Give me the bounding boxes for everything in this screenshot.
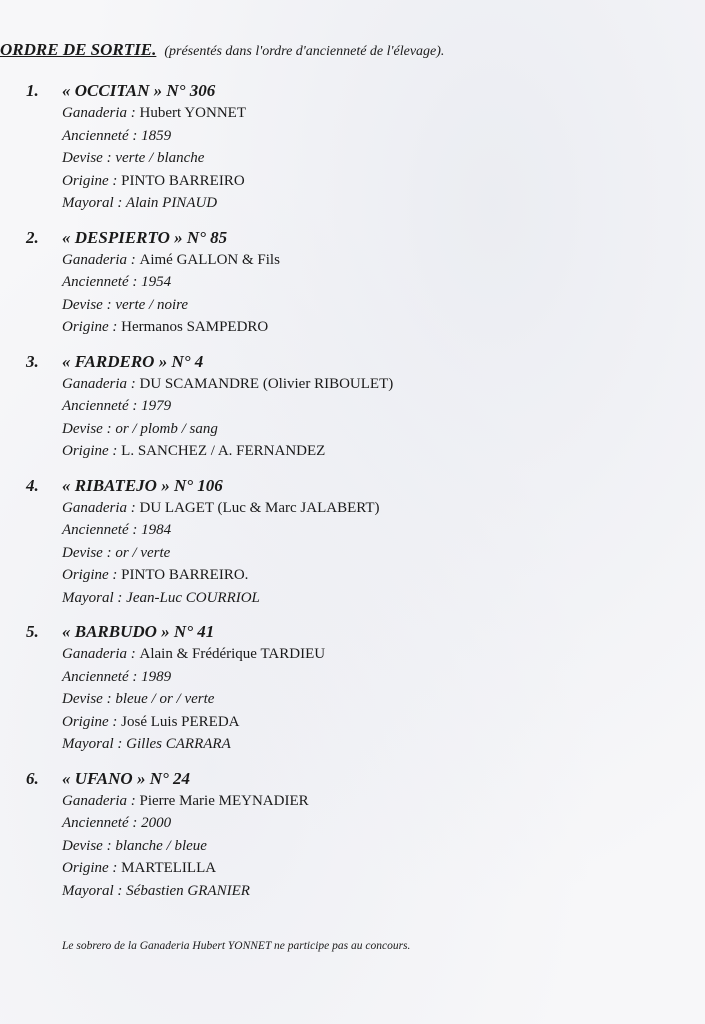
bull-entry — [26, 80, 686, 215]
bull-name: « UFANO » N° 24 — [62, 768, 191, 788]
detail-separator: : — [102, 150, 116, 166]
detail-separator: : — [108, 567, 122, 583]
detail-label: Ancienneté — [62, 815, 129, 831]
detail-separator: : — [113, 882, 127, 899]
detail-separator: : — [128, 668, 142, 685]
bull-heading — [26, 351, 686, 373]
detail-row — [62, 125, 686, 148]
detail-row — [62, 497, 686, 520]
detail-separator: : — [127, 792, 140, 809]
bull-heading — [26, 227, 686, 249]
detail-label: Mayoral — [62, 589, 114, 606]
detail-value: Hermanos SAMPEDRO — [121, 319, 269, 335]
detail-label: Ganaderia — [62, 646, 127, 662]
detail-value: verte / blanche — [115, 150, 205, 166]
bull-details — [62, 249, 686, 339]
detail-value: Alain & Frédérique TARDIEU — [139, 646, 326, 662]
detail-value: verte / noire — [115, 296, 189, 313]
detail-label: Mayoral — [62, 882, 114, 899]
bull-number: 5. — [26, 622, 39, 641]
detail-value: Hubert YONNET — [139, 105, 247, 121]
detail-label: Ganaderia — [62, 375, 127, 392]
detail-separator: : — [113, 195, 126, 211]
detail-label: Mayoral — [62, 736, 114, 752]
detail-separator: : — [128, 398, 142, 414]
detail-value: L. SANCHEZ / A. FERNANDEZ — [121, 443, 326, 459]
detail-value: blanche / bleue — [115, 837, 207, 854]
detail-separator: : — [108, 172, 122, 189]
bull-entry — [26, 475, 686, 610]
detail-value: 1979 — [141, 398, 172, 414]
detail-label: Devise — [62, 296, 103, 313]
bull-number: 3. — [26, 351, 39, 371]
detail-separator: : — [127, 251, 140, 268]
detail-value: or / plomb / sang — [115, 420, 218, 437]
detail-row — [62, 170, 686, 193]
detail-label: Mayoral — [62, 195, 114, 211]
detail-label: Ancienneté — [62, 274, 129, 290]
detail-row — [62, 880, 686, 903]
detail-label: Origine — [62, 443, 109, 459]
detail-separator: : — [102, 837, 116, 854]
detail-row — [62, 440, 686, 463]
detail-label: Ancienneté — [62, 398, 129, 414]
detail-label: Ancienneté — [62, 127, 129, 144]
detail-label: Ancienneté — [62, 522, 129, 538]
detail-separator: : — [113, 589, 127, 606]
detail-separator: : — [128, 815, 142, 831]
detail-value: or / verte — [115, 544, 171, 561]
detail-value: PINTO BARREIRO — [121, 172, 245, 189]
detail-separator: : — [127, 105, 140, 121]
detail-value: 1984 — [141, 522, 172, 538]
detail-row — [62, 249, 686, 272]
detail-value: José Luis PEREDA — [121, 713, 240, 730]
detail-row — [62, 542, 686, 565]
detail-label: Devise — [62, 837, 103, 854]
detail-row — [62, 688, 686, 711]
detail-separator: : — [102, 296, 116, 313]
detail-value: Pierre Marie MEYNADIER — [139, 792, 309, 809]
detail-value: PINTO BARREIRO. — [121, 567, 249, 583]
detail-row — [62, 373, 686, 396]
detail-separator: : — [108, 443, 122, 459]
detail-separator: : — [102, 691, 116, 707]
bull-name: « FARDERO » N° 4 — [62, 351, 204, 371]
bull-list — [26, 80, 686, 914]
detail-row — [62, 711, 686, 734]
bull-name: « DESPIERTO » N° 85 — [62, 227, 228, 247]
detail-separator: : — [108, 860, 122, 876]
bull-heading — [26, 475, 686, 497]
detail-row — [62, 564, 686, 587]
detail-value: Aimé GALLON & Fils — [139, 251, 280, 268]
detail-label: Ganaderia — [62, 105, 127, 121]
section-subtitle: (présentés dans l'ordre d'ancienneté de l'élevage). — [164, 44, 445, 59]
detail-label: Origine — [62, 567, 109, 583]
bull-details — [62, 102, 686, 215]
detail-row — [62, 316, 686, 339]
detail-label: Origine — [62, 713, 109, 730]
detail-separator: : — [127, 499, 140, 516]
detail-value: bleue / or / verte — [115, 691, 215, 707]
detail-row — [62, 147, 686, 170]
bull-name: « OCCITAN » N° 306 — [62, 81, 216, 100]
detail-label: Ancienneté — [62, 668, 129, 685]
detail-separator: : — [128, 274, 142, 290]
detail-row — [62, 812, 686, 835]
bull-number: 6. — [26, 768, 39, 788]
detail-label: Devise — [62, 691, 103, 707]
bull-entry — [26, 621, 686, 756]
bull-heading — [26, 768, 686, 790]
detail-row — [62, 192, 686, 215]
footer-note: Le sobrero de la Ganaderia Hubert YONNET ne participe pas au concours. — [62, 940, 411, 952]
bull-number: 1. — [26, 81, 39, 100]
detail-value: 2000 — [141, 815, 172, 831]
detail-row — [62, 857, 686, 880]
detail-label: Origine — [62, 860, 109, 876]
bull-details — [62, 497, 686, 610]
detail-separator: : — [108, 319, 122, 335]
bull-name: « BARBUDO » N° 41 — [62, 622, 215, 641]
detail-value: MARTELILLA — [121, 860, 217, 876]
detail-label: Devise — [62, 420, 103, 437]
bull-details — [62, 643, 686, 756]
detail-row — [62, 294, 686, 317]
detail-value: 1954 — [141, 274, 172, 290]
detail-row — [62, 395, 686, 418]
detail-row — [62, 666, 686, 689]
detail-value: 1859 — [141, 127, 172, 144]
detail-row — [62, 418, 686, 441]
detail-value: Gilles CARRARA — [126, 736, 231, 752]
detail-label: Ganaderia — [62, 251, 127, 268]
bull-number: 2. — [26, 227, 39, 247]
detail-row — [62, 102, 686, 125]
detail-row — [62, 587, 686, 610]
detail-separator: : — [102, 420, 116, 437]
detail-label: Origine — [62, 319, 109, 335]
bull-details — [62, 790, 686, 903]
detail-value: 1989 — [141, 668, 172, 685]
bull-entry — [26, 227, 686, 339]
detail-label: Ganaderia — [62, 792, 127, 809]
detail-row — [62, 643, 686, 666]
bull-entry — [26, 351, 686, 463]
bull-heading — [26, 621, 686, 643]
detail-separator: : — [128, 522, 142, 538]
detail-label: Devise — [62, 150, 103, 166]
detail-value: DU LAGET (Luc & Marc JALABERT) — [139, 499, 380, 516]
detail-separator: : — [102, 544, 116, 561]
detail-label: Ganaderia — [62, 499, 127, 516]
detail-row — [62, 271, 686, 294]
detail-separator: : — [127, 375, 140, 392]
detail-label: Origine — [62, 172, 109, 189]
detail-value: Jean-Luc COURRIOL — [126, 589, 260, 606]
bull-heading — [26, 80, 686, 102]
detail-label: Devise — [62, 544, 103, 561]
detail-value: DU SCAMANDRE (Olivier RIBOULET) — [139, 375, 394, 392]
detail-separator: : — [108, 713, 122, 730]
bull-number: 4. — [26, 475, 39, 495]
header — [0, 40, 444, 60]
detail-row — [62, 835, 686, 858]
section-title: ORDRE DE SORTIE. — [0, 40, 157, 59]
detail-value: Alain PINAUD — [125, 195, 218, 211]
detail-row — [62, 519, 686, 542]
detail-value: Sébastien GRANIER — [126, 882, 250, 899]
bull-name: « RIBATEJO » N° 106 — [62, 475, 223, 495]
detail-separator: : — [128, 127, 142, 144]
detail-separator: : — [127, 646, 140, 662]
bull-details — [62, 373, 686, 463]
detail-row — [62, 790, 686, 813]
detail-separator: : — [113, 736, 127, 752]
detail-row — [62, 733, 686, 756]
bull-entry — [26, 768, 686, 903]
